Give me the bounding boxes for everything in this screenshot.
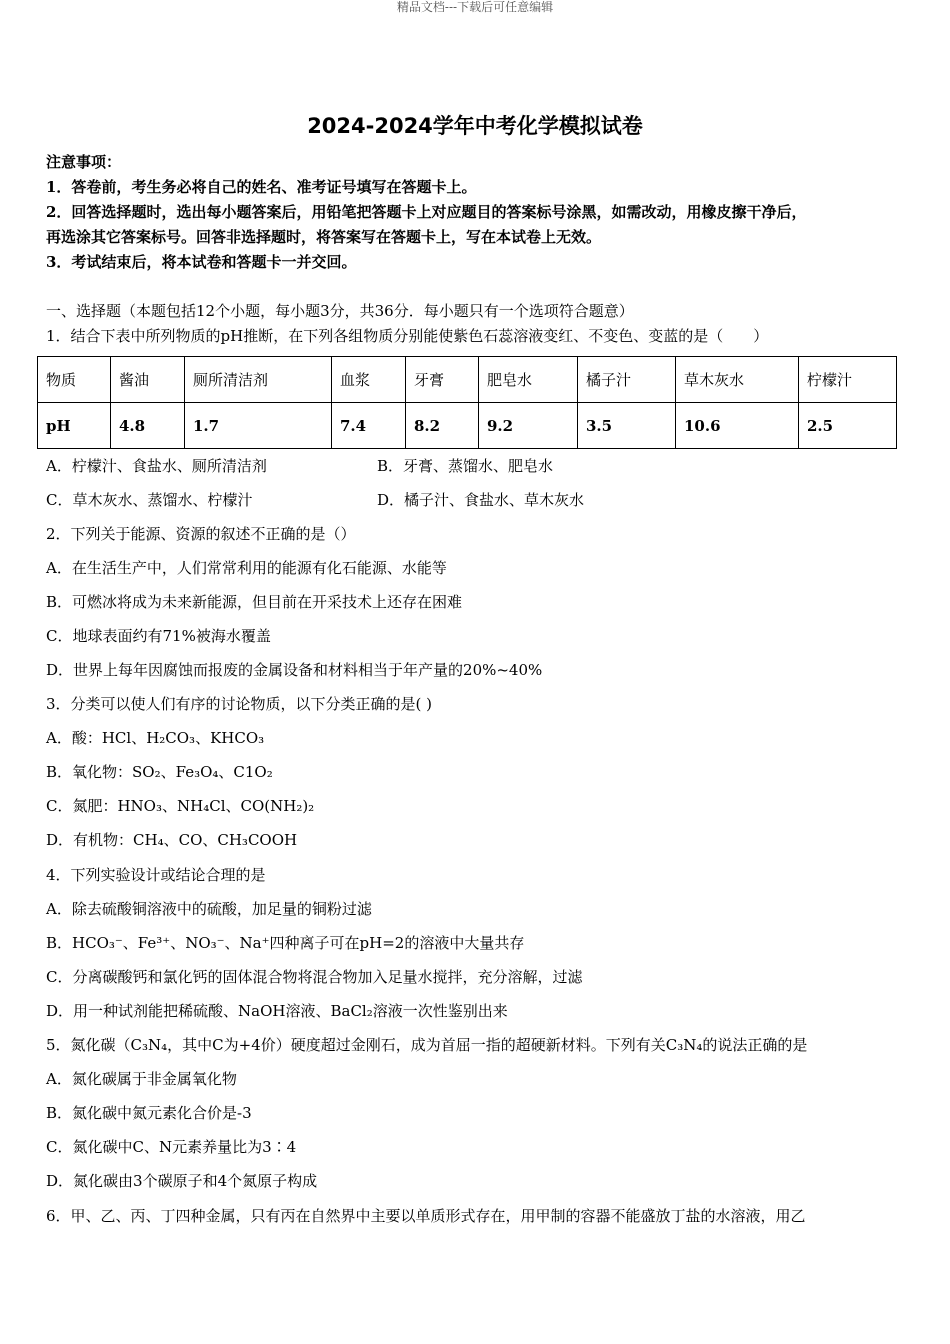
q3-option-d: D．有机物：CH₄、CO、CH₃COOH	[46, 831, 298, 849]
q1-stem: 1．结合下表中所列物质的pH推断，在下列各组物质分别能使紫色石蕊溶液变红、不变色、变蓝的是（ ）	[46, 327, 769, 345]
table-cell: 血浆	[332, 357, 406, 403]
table-cell: 橘子汁	[578, 357, 676, 403]
table-cell: 2.5	[799, 403, 897, 449]
q5-option-a: A．氮化碳属于非金属氧化物	[46, 1070, 237, 1088]
table-row	[38, 357, 897, 403]
q5-stem: 5．氮化碳（C₃N₄，其中C为+4价）硬度超过金刚石，成为首屈一指的超硬新材料。下列有关C₃N₄的说法正确的是	[46, 1036, 808, 1054]
q1-option-c: C．草木灰水、蒸馏水、柠檬汁	[46, 491, 253, 509]
table-cell: 8.2	[406, 403, 479, 449]
table-cell: 9.2	[479, 403, 578, 449]
notice-heading: 注意事项：	[46, 153, 122, 171]
q5-option-b: B．氮化碳中氮元素化合价是-3	[46, 1104, 252, 1122]
q2-stem: 2．下列关于能源、资源的叙述不正确的是（）	[46, 525, 356, 543]
q1-option-b: B．牙膏、蒸馏水、肥皂水	[377, 457, 554, 475]
table-cell: 4.8	[111, 403, 185, 449]
q2-option-b: B．可燃冰将成为未来新能源，但目前在开采技术上还存在困难	[46, 593, 463, 611]
q6-stem: 6．甲、乙、丙、丁四种金属，只有丙在自然界中主要以单质形式存在，用甲制的容器不能盛放丁盐的水溶液，用乙	[46, 1207, 806, 1225]
page-header: 精品文档---下载后可任意编辑	[396, 0, 554, 14]
q1-option-d: D．橘子汁、食盐水、草木灰水	[377, 491, 585, 509]
section-heading: 一、选择题（本题包括12个小题，每小题3分，共36分．每小题只有一个选项符合题意）	[46, 302, 634, 320]
table-cell: 酱油	[111, 357, 185, 403]
q3-option-b: B．氧化物：SO₂、Fe₃O₄、C1O₂	[46, 763, 273, 781]
table-cell: 厕所清洁剂	[185, 357, 332, 403]
q4-option-b: B．HCO₃⁻、Fe³⁺、NO₃⁻、Na⁺四种离子可在pH=2的溶液中大量共存	[46, 934, 525, 952]
q3-option-c: C．氮肥：HNO₃、NH₄Cl、CO(NH₂)₂	[46, 797, 315, 815]
q5-option-d: D．氮化碳由3个碳原子和4个氮原子构成	[46, 1172, 318, 1190]
table-row	[38, 403, 897, 449]
q5-option-c: C．氮化碳中C、N元素养量比为3∶4	[46, 1138, 297, 1156]
table-cell: 物质	[38, 357, 111, 403]
q4-option-a: A．除去硫酸铜溶液中的硫酸，加足量的铜粉过滤	[46, 900, 372, 918]
q4-stem: 4．下列实验设计或结论合理的是	[46, 866, 266, 884]
q1-option-a: A．柠檬汁、食盐水、厕所清洁剂	[46, 457, 267, 475]
table-cell: 肥皂水	[479, 357, 578, 403]
q2-option-c: C．地球表面约有71%被海水覆盖	[46, 627, 271, 645]
q4-option-d: D．用一种试剂能把稀硫酸、NaOH溶液、BaCl₂溶液一次性鉴别出来	[46, 1002, 508, 1020]
notice-item-3: 3．考试结束后，将本试卷和答题卡一并交回。	[46, 253, 357, 271]
table-cell: pH	[38, 403, 111, 449]
table-cell: 3.5	[578, 403, 676, 449]
exam-title: 2024-2024学年中考化学模拟试卷	[307, 114, 643, 138]
table-cell: 1.7	[185, 403, 332, 449]
notice-item-2-cont: 再选涂其它答案标号。回答非选择题时，将答案写在答题卡上，写在本试卷上无效。	[46, 228, 602, 246]
q2-option-a: A．在生活生产中，人们常常利用的能源有化石能源、水能等	[46, 559, 447, 577]
ph-table	[37, 356, 897, 449]
notice-item-1: 1．答卷前，考生务必将自己的姓名、准考证号填写在答题卡上。	[46, 178, 477, 196]
table-cell: 草木灰水	[676, 357, 799, 403]
notice-item-2: 2．回答选择题时，选出每小题答案后，用铅笔把答题卡上对应题目的答案标号涂黑，如需改动，用橡皮擦干净后，	[46, 203, 807, 221]
table-cell: 10.6	[676, 403, 799, 449]
table-cell: 7.4	[332, 403, 406, 449]
q3-stem: 3．分类可以使人们有序的讨论物质，以下分类正确的是( )	[46, 695, 433, 713]
table-cell: 牙膏	[406, 357, 479, 403]
q4-option-c: C．分离碳酸钙和氯化钙的固体混合物将混合物加入足量水搅拌，充分溶解，过滤	[46, 968, 583, 986]
q2-option-d: D．世界上每年因腐蚀而报废的金属设备和材料相当于年产量的20%~40%	[46, 661, 543, 679]
table-cell: 柠檬汁	[799, 357, 897, 403]
q3-option-a: A．酸：HCl、H₂CO₃、KHCO₃	[46, 729, 265, 747]
